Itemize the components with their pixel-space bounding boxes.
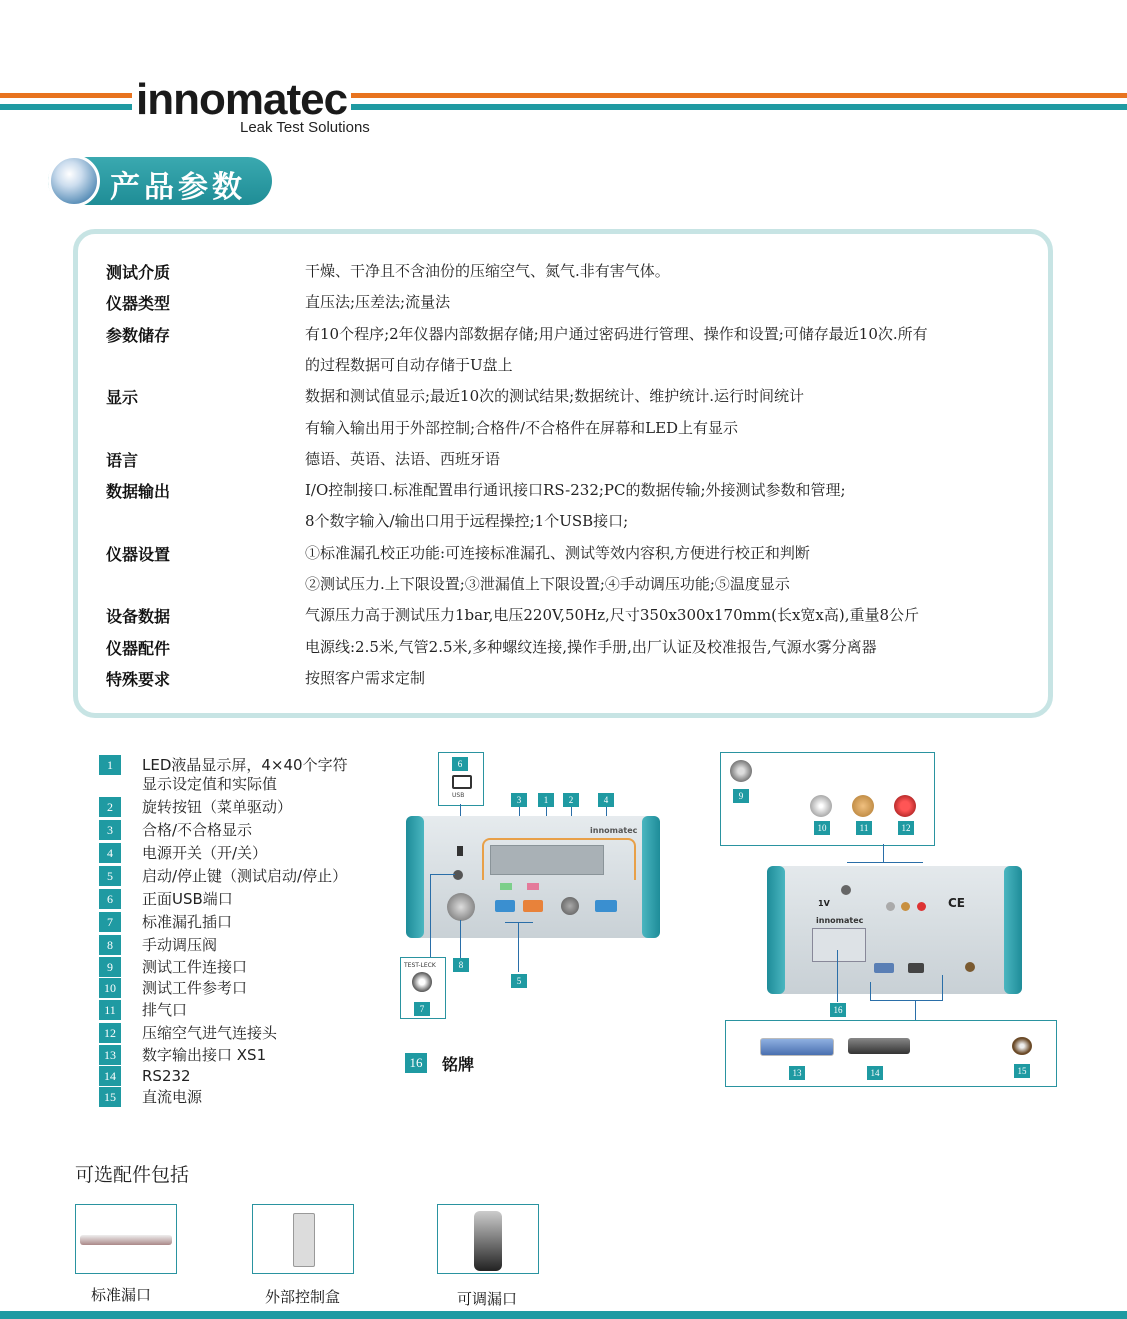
nameplate-icon xyxy=(812,928,866,962)
legend-number: 3 xyxy=(99,820,121,840)
legend-number: 8 xyxy=(99,935,121,955)
legend-text: 手动调压阀 xyxy=(142,936,218,954)
spec-label: 仪器设置 xyxy=(106,544,171,564)
callout-line xyxy=(837,950,838,1002)
callout-line xyxy=(460,920,461,958)
calibrated-leak-icon xyxy=(80,1235,172,1245)
test-leck-label: TEST-LECK xyxy=(404,962,436,969)
spec-label: 数据输出 xyxy=(106,482,171,502)
callout-line xyxy=(870,1000,943,1001)
spec-value: 直压法;压差法;流量法 xyxy=(305,293,451,312)
legend-number: 6 xyxy=(99,889,121,909)
rear-device-logo: innomatec xyxy=(816,916,864,925)
callout-line xyxy=(870,982,871,1000)
spec-value: ①标准漏孔校正功能:可连接标准漏孔、测试等效内容积,方便进行校正和判断 xyxy=(305,543,810,562)
legend-number: 13 xyxy=(99,1045,121,1065)
pass-led-icon xyxy=(500,883,512,890)
legend-number: 9 xyxy=(99,957,121,977)
legend-text: 电源开关（开/关） xyxy=(142,844,268,862)
spec-value: 有输入输出用于外部控制;合格件/不合格件在屏幕和LED上有显示 xyxy=(305,418,739,437)
tag-6: 6 xyxy=(452,757,468,771)
usb-label: USB xyxy=(452,792,465,799)
rear-device-left-cap xyxy=(767,866,785,994)
spec-value: 的过程数据可自动存储于U盘上 xyxy=(305,355,513,374)
front-device-logo: innomatec xyxy=(590,826,638,835)
tag-14: 14 xyxy=(867,1066,883,1080)
spec-label: 显示 xyxy=(106,388,139,408)
spec-value: I/O控制接口.标准配置串行通讯接口RS-232;PC的数据传输;外接测试参数和管理; xyxy=(305,481,846,500)
rotary-knob-icon xyxy=(561,897,579,915)
spec-value: 有10个程序;2年仪器内部数据存储;用户通过密码进行管理、操作和设置;可储存最近10次.所有 xyxy=(305,324,928,343)
stop-button-icon xyxy=(523,900,543,912)
db9-connector-icon xyxy=(848,1038,910,1054)
usb-icon xyxy=(452,775,472,789)
tag-10: 10 xyxy=(814,821,830,835)
tag-9: 9 xyxy=(733,789,749,803)
spec-label: 仪器类型 xyxy=(106,294,171,314)
footer-bar xyxy=(0,1311,1127,1319)
spec-value: 气源压力高于测试压力1bar,电压220V,50Hz,尺寸350x300x170mm(长x宽x高),重量8公斤 xyxy=(305,606,920,625)
air-inlet-icon xyxy=(894,795,916,817)
tag-3: 3 xyxy=(511,793,527,807)
nameplate-label: 铭牌 xyxy=(442,1055,475,1074)
adjustable-leak-icon xyxy=(474,1211,502,1271)
spec-label: 测试介质 xyxy=(106,263,171,282)
legend-text: 测试工件参考口 xyxy=(142,979,248,997)
power-switch-icon xyxy=(595,900,617,912)
callout-line xyxy=(505,922,533,923)
lcd-display xyxy=(490,845,604,875)
dc-power-icon xyxy=(965,962,975,972)
tag-15: 15 xyxy=(1014,1064,1030,1078)
legend-text: 压缩空气进气连接头 xyxy=(142,1024,278,1042)
legend-text: 直流电源 xyxy=(142,1088,203,1106)
rear-port-10-icon xyxy=(886,902,895,911)
optional-item-calibrated-leak xyxy=(75,1204,177,1274)
spec-label: 设备数据 xyxy=(106,607,171,627)
front-device-right-cap xyxy=(642,816,660,938)
legend-text: 旋转按钮（菜单驱动） xyxy=(142,798,293,816)
spec-value: 干燥、干净且不含油份的压缩空气、氮气.非有害气体。 xyxy=(305,262,670,280)
spec-label: 仪器配件 xyxy=(106,638,171,658)
pressure-valve-icon xyxy=(447,893,475,921)
rear-port-12-icon xyxy=(917,902,926,911)
legend-text: 数字输出接口 XS1 xyxy=(142,1046,267,1064)
tag-12: 12 xyxy=(898,821,914,835)
legend-number: 12 xyxy=(99,1023,121,1043)
optional-label-0: 标准漏口 xyxy=(91,1286,152,1304)
optional-item-adjustable-leak xyxy=(437,1204,539,1274)
legend-text: 启动/停止键（测试启动/停止） xyxy=(142,867,348,885)
test-port-icon xyxy=(453,870,463,880)
spec-value: 电源线:2.5米,气管2.5米,多种螺纹连接,操作手册,出厂认证及校准报告,气源水雾分离器 xyxy=(305,637,877,656)
company-tagline: Leak Test Solutions xyxy=(240,119,370,136)
legend-number: 14 xyxy=(99,1066,121,1086)
front-device-left-cap xyxy=(406,816,424,938)
legend-number: 11 xyxy=(99,1000,121,1020)
legend-number: 15 xyxy=(99,1087,121,1107)
reference-port-icon xyxy=(810,795,832,817)
legend-text: 合格/不合格显示 xyxy=(142,821,253,839)
rear-device-right-cap xyxy=(1004,866,1022,994)
tag-8: 8 xyxy=(453,958,469,972)
legend-number: 1 xyxy=(99,755,121,775)
tag-4: 4 xyxy=(598,793,614,807)
db15-connector-icon xyxy=(760,1038,834,1056)
spec-label: 语言 xyxy=(106,450,139,470)
optional-label-1: 外部控制盒 xyxy=(265,1288,341,1306)
tag-1: 1 xyxy=(538,793,554,807)
tag-13: 13 xyxy=(789,1066,805,1080)
section-title: 产品参数 xyxy=(110,170,246,205)
ce-mark-icon: CE xyxy=(948,896,966,910)
usb-port-icon xyxy=(457,846,463,856)
legend-text: RS232 xyxy=(142,1067,191,1085)
legend-number: 7 xyxy=(99,912,121,932)
spec-value: 德语、英语、法语、西班牙语 xyxy=(305,449,501,468)
rear-voltage-label: 1V xyxy=(818,899,830,908)
legend-text: 测试工件连接口 xyxy=(142,958,248,976)
test-leck-port-icon xyxy=(412,972,432,992)
legend-text: 排气口 xyxy=(142,1001,188,1019)
company-logo: innomatec xyxy=(132,78,351,122)
legend-number: 4 xyxy=(99,843,121,863)
callout-line xyxy=(847,862,923,863)
legend-text: 标准漏孔插口 xyxy=(142,913,233,931)
tag-16: 16 xyxy=(830,1003,846,1017)
banner-orb-icon xyxy=(48,155,100,207)
legend-number: 2 xyxy=(99,797,121,817)
rs232-connector-icon xyxy=(908,963,924,973)
test-connector-icon xyxy=(730,760,752,782)
legend-text: 显示设定值和实际值 xyxy=(142,775,278,793)
callout-line xyxy=(430,874,455,875)
rear-port-9-icon xyxy=(841,885,851,895)
start-button-icon xyxy=(495,900,515,912)
spec-value: 8个数字输入/输出口用于远程操控;1个USB接口; xyxy=(305,512,629,531)
callout-line xyxy=(518,922,519,972)
legend-text: 正面USB端口 xyxy=(142,890,233,908)
legend-number: 5 xyxy=(99,866,121,886)
optional-title: 可选配件包括 xyxy=(75,1164,190,1186)
fail-led-icon xyxy=(527,883,539,890)
dc-jack-icon xyxy=(1012,1037,1032,1055)
tag-11: 11 xyxy=(856,821,872,835)
control-box-icon xyxy=(293,1213,315,1267)
legend-number: 10 xyxy=(99,978,121,998)
callout-line xyxy=(883,844,884,862)
optional-label-2: 可调漏口 xyxy=(457,1290,518,1308)
tag-2: 2 xyxy=(563,793,579,807)
callout-line xyxy=(915,1000,916,1020)
rear-port-11-icon xyxy=(901,902,910,911)
tag-5: 5 xyxy=(511,974,527,988)
spec-value: 数据和测试值显示;最近10次的测试结果;数据统计、维护统计.运行时间统计 xyxy=(305,387,804,406)
legend-text: LED液晶显示屏，4×40个字符 xyxy=(142,756,348,774)
db-connector-icon xyxy=(874,963,894,973)
tag-7: 7 xyxy=(414,1002,430,1016)
spec-label: 特殊要求 xyxy=(106,669,171,689)
callout-line xyxy=(430,874,431,958)
optional-item-control-box xyxy=(252,1204,354,1274)
exhaust-port-icon xyxy=(852,795,874,817)
callout-line xyxy=(942,975,943,1000)
spec-value: 按照客户需求定制 xyxy=(305,668,426,687)
nameplate-num: 16 xyxy=(405,1053,427,1073)
spec-value: ②测试压力.上下限设置;③泄漏值上下限设置;④手动调压功能;⑤温度显示 xyxy=(305,575,790,593)
rear-device-body xyxy=(767,866,1022,994)
spec-label: 参数储存 xyxy=(106,325,171,345)
